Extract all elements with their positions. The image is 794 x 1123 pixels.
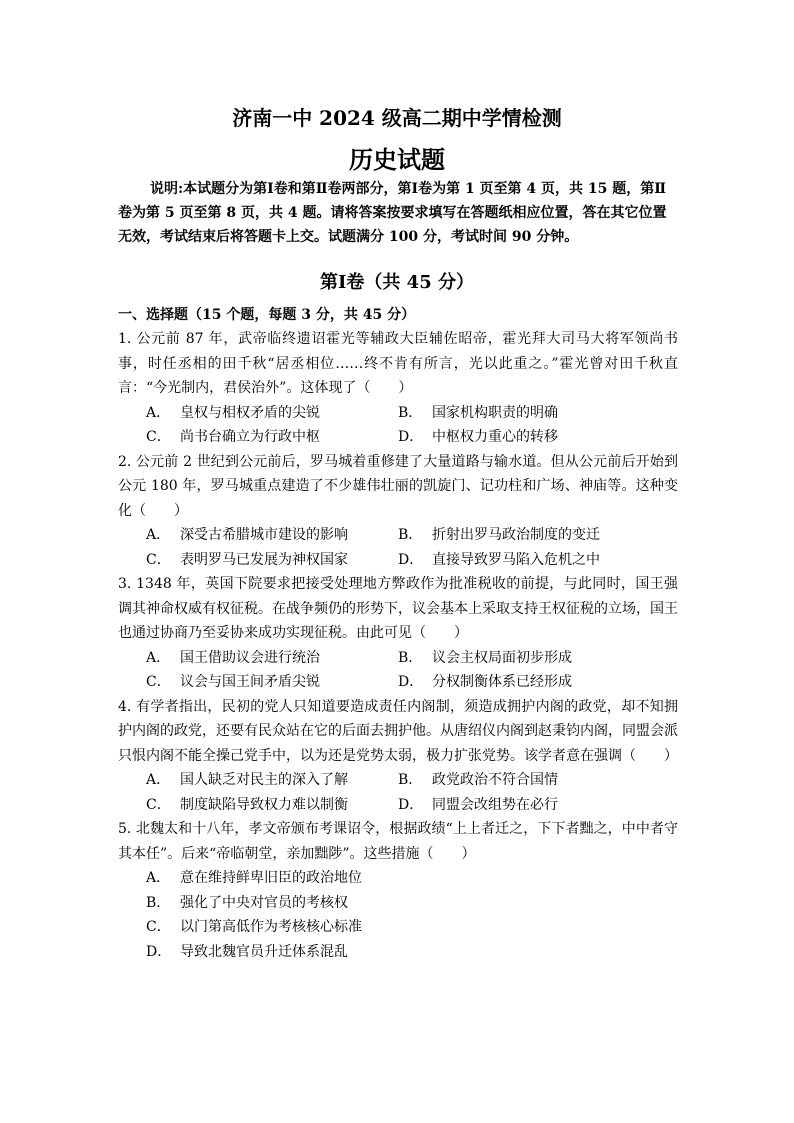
option-text: 导致北魏官员升迁体系混乱: [180, 943, 348, 960]
question-list: [118, 327, 678, 964]
subject-title: 历史试题: [349, 145, 445, 174]
option-b: [398, 646, 678, 671]
option-b: [398, 523, 678, 548]
option-list: [118, 523, 678, 572]
option-list: [118, 401, 678, 450]
option-text: 以门第高低作为考核核心标准: [180, 919, 362, 935]
option-letter: C．: [146, 919, 171, 935]
question-stem: 3. 1348 年，英国下院要求把接受处理地方弊政作为批准税收的前提，与此同时，国王强调其神命权威有权征税。在战争频仍的形势下，议会基本上采取支持王权征税的立场，国王也通过协商乃至妥协来成功实现征税。由此可见（ ）: [118, 576, 678, 641]
option-letter: A．: [146, 527, 171, 543]
option-text: 同盟会改组势在必行: [432, 796, 558, 813]
question-3: [118, 572, 678, 695]
option-letter: A．: [146, 772, 171, 788]
option-letter: B．: [398, 404, 423, 421]
section-heading: 一、选择题（15 个题，每题 3 分，共 45 分）: [118, 307, 416, 323]
option-letter: C．: [146, 796, 171, 813]
instructions-text: 本试题分为第Ⅰ卷和第Ⅱ卷两部分，第Ⅰ卷为第 1 页至第 4 页，共 15 题，第Ⅱ卷为第 5 页至第 8 页，共 4 题。请将答案按要求填写在答题纸相应位置，答在其它位置无效，考试结束后将答题卡上交。试题满分 100 分，考试时间 90 分钟。: [118, 181, 667, 245]
option-text: 国家机构职责的明确: [432, 404, 558, 421]
option-letter: D．: [398, 429, 424, 445]
question-stem: 5. 北魏太和十八年，孝文帝颁布考课诏令，根据政绩“上上者迁之，下下者黜之，中中者守其本任”。后来“帝临朝堂，亲加黜陟”。这些措施（ ）: [118, 821, 678, 862]
option-text: 意在维持鲜卑旧臣的政治地位: [180, 870, 362, 886]
option-letter: A．: [146, 404, 171, 421]
option-letter: B．: [398, 649, 423, 666]
option-text: 中枢权力重心的转移: [432, 429, 558, 445]
option-text: 分权制衡体系已经形成: [432, 674, 572, 690]
question-5: [118, 817, 678, 964]
option-letter: C．: [146, 429, 171, 445]
option-letter: A．: [146, 649, 171, 666]
option-b: [146, 891, 678, 916]
question-stem: 2. 公元前 2 世纪到公元前后，罗马城着重修建了大量道路与输水道。但从公元前后开始到公元 180 年，罗马城重点建造了不少雄伟壮丽的凯旋门、记功柱和广场、神庙等。这种变化（ ）: [118, 453, 678, 519]
option-letter: D．: [398, 796, 424, 813]
option-letter: D．: [398, 674, 424, 690]
question-4: [118, 695, 678, 818]
question-2: [118, 450, 678, 573]
option-text: 折射出罗马政治制度的变迁: [432, 527, 600, 543]
option-a: [146, 646, 398, 671]
option-a: [146, 401, 398, 426]
option-d: [398, 793, 678, 818]
option-letter: D．: [146, 943, 172, 960]
option-c: [146, 915, 678, 940]
option-a: [146, 768, 398, 793]
option-b: [398, 401, 678, 426]
option-text: 直接导致罗马陷入危机之中: [432, 551, 600, 568]
option-text: 深受古希腊城市建设的影响: [180, 527, 348, 543]
option-text: 政党政治不符合国情: [432, 772, 558, 788]
option-text: 议会与国王间矛盾尖锐: [180, 674, 320, 690]
question-1: [118, 327, 678, 450]
option-d: [398, 670, 678, 695]
question-stem: 1. 公元前 87 年，武帝临终遗诏霍光等辅政大臣辅佐昭帝，霍光拜大司马大将军领尚书事，时任丞相的田千秋“居丞相位……终不肯有所言，光以此重之。”霍光曾对田千秋直言：“今光制内，君侯治外”。这体现了（ ）: [118, 331, 678, 396]
option-text: 皇权与相权矛盾的尖锐: [180, 404, 320, 421]
exam-title: 济南一中 2024 级高二期中学情检测: [232, 106, 562, 130]
option-c: [146, 548, 398, 573]
option-d: [398, 548, 678, 573]
option-c: [146, 793, 398, 818]
option-c: [146, 425, 398, 450]
option-a: [146, 523, 398, 548]
option-text: 尚书台确立为行政中枢: [180, 429, 320, 445]
option-a: [146, 866, 678, 891]
option-text: 表明罗马已发展为神权国家: [180, 551, 348, 568]
option-d: [398, 425, 678, 450]
option-letter: B．: [146, 894, 171, 911]
instructions-label: 说明:: [150, 181, 184, 197]
option-letter: C．: [146, 551, 171, 568]
question-stem: 4. 有学者指出，民初的党人只知道要造成责任内阁制，须造成拥护内阁的政党，却不知拥护内阁的政党，还要有民众站在它的后面去拥护他。从唐绍仪内阁到赵秉钧内阁，同盟会派只恨内阁不能全操己党手中，以为还是党势太弱，极力扩张党势。该学者意在强调（ ）: [118, 698, 678, 764]
option-text: 议会主权局面初步形成: [432, 649, 572, 666]
option-text: 强化了中央对官员的考核权: [180, 894, 348, 911]
option-letter: A．: [146, 870, 171, 886]
option-letter: B．: [398, 772, 423, 788]
option-letter: B．: [398, 527, 423, 543]
option-list: [118, 866, 678, 964]
option-list: [118, 646, 678, 695]
option-text: 制度缺陷导致权力难以制衡: [180, 796, 348, 813]
option-letter: C．: [146, 674, 171, 690]
option-d: [146, 940, 678, 965]
option-text: 国王借助议会进行统治: [180, 649, 320, 666]
part1-title: 第Ⅰ卷（共 45 分）: [319, 272, 474, 293]
option-list: [118, 768, 678, 817]
option-c: [146, 670, 398, 695]
option-b: [398, 768, 678, 793]
option-letter: D．: [398, 551, 424, 568]
instructions: [118, 177, 678, 249]
option-text: 国人缺乏对民主的深入了解: [180, 772, 348, 788]
instructions-paragraph: [118, 177, 678, 249]
